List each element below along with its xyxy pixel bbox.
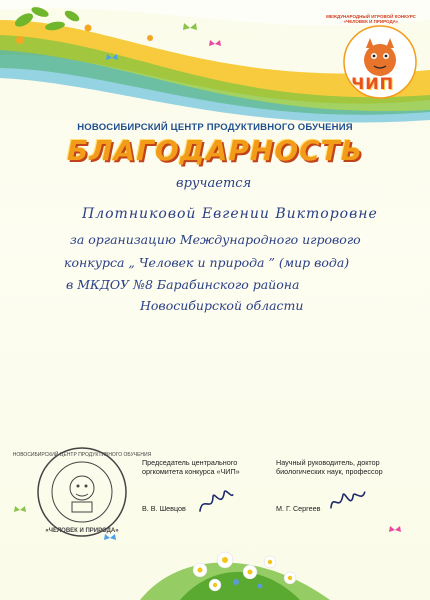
reason-line-1: за организацию Международного игрового xyxy=(70,232,361,247)
right-signatory-name: М. Г. Сергеев xyxy=(276,504,321,513)
contest-logo-text: МЕЖДУНАРОДНЫЙ ИГРОВОЙ КОНКУРС «ЧЕЛОВЕК И ПРИРОДА» xyxy=(326,14,416,24)
stamp-ring-text: НОВОСИБИРСКИЙ ЦЕНТР ПРОДУКТИВНОГО ОБУЧЕНИЯ xyxy=(12,452,152,458)
decorative-flowers xyxy=(0,490,430,600)
contest-logo-badge xyxy=(338,22,422,106)
right-signatory-title: Научный руководитель, доктор биологических наук, профессор xyxy=(276,458,383,476)
stamp-bottom-text: «ЧЕЛОВЕК И ПРИРОДА» xyxy=(45,528,119,534)
left-signatory-name: В. В. Шевцов xyxy=(142,504,186,513)
awarded-text: вручается xyxy=(176,176,252,191)
contest-logo-word: ЧИП xyxy=(351,74,394,93)
certificate-title: БЛАГОДАРНОСТЬ xyxy=(66,134,364,167)
recipient-name: Плотниковой Евгении Викторовне xyxy=(82,206,378,222)
reason-line-3: в МКДОУ №8 Барабинского района xyxy=(66,277,300,292)
reason-line-4: Новосибирской области xyxy=(140,298,304,313)
organization-name: НОВОСИБИРСКИЙ ЦЕНТР ПРОДУКТИВНОГО ОБУЧЕНИЯ xyxy=(77,122,353,133)
reason-line-2: конкурса „ Человек и природа ” (мир вода) xyxy=(64,255,350,270)
left-signatory-title: Председатель центрального оргкомитета конкурса «ЧИП» xyxy=(142,458,240,476)
